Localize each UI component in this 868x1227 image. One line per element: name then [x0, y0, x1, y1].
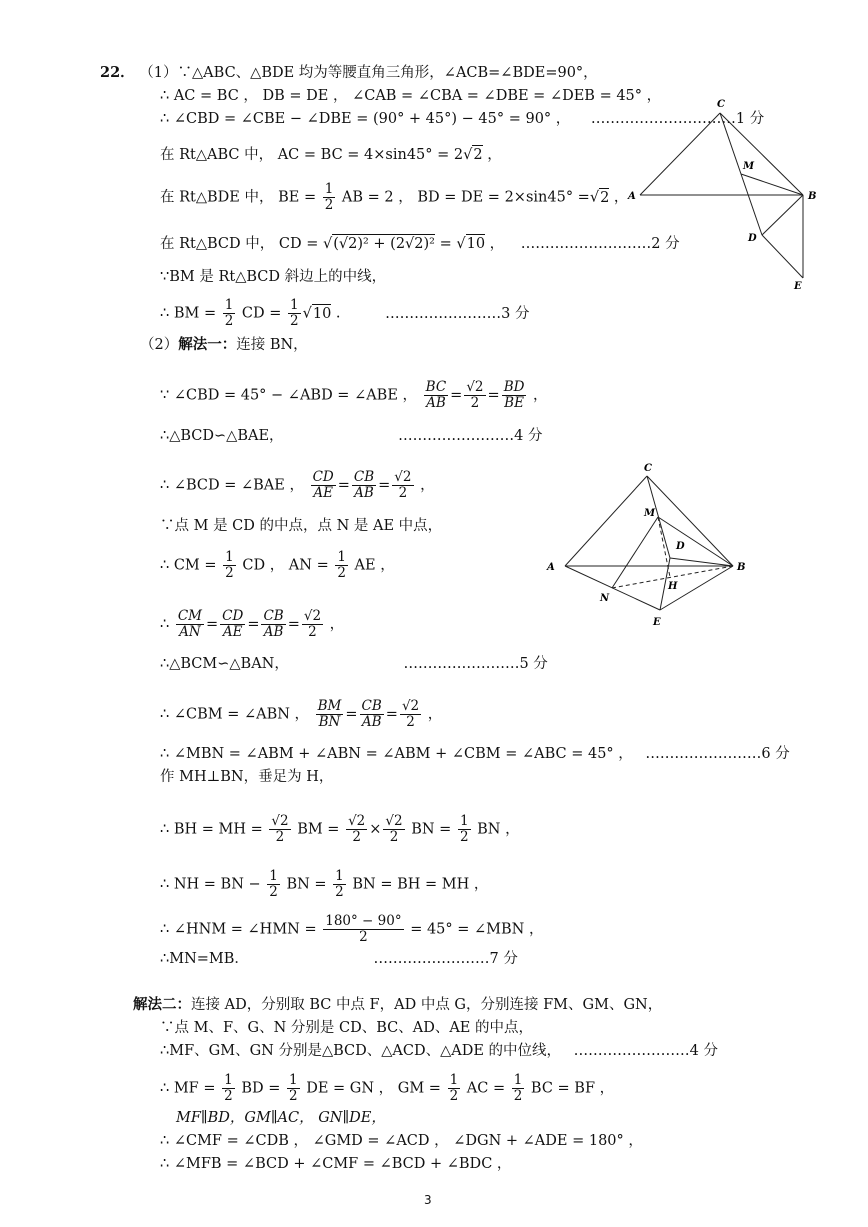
line-text: = 45° = ∠MBN ，: [410, 921, 544, 938]
score-mark: …………………………1 分: [590, 111, 765, 127]
line-17: ∴ ∠CBM = ∠ABN ， $\frac{BM}{BN}$ = $\frac{CB}{AB}$ = $\frac{√2}{2}$ ，: [160, 698, 443, 730]
score-mark: ……………………4 分: [573, 1043, 718, 1059]
sqrt-radicand: 2: [473, 147, 483, 163]
line-text: CD =: [241, 305, 282, 322]
line-text: BM =: [297, 821, 340, 838]
label-h: H: [668, 581, 678, 592]
label-a: A: [547, 562, 555, 573]
fraction: $\frac{CM}{AN}$: [177, 608, 202, 640]
figure-1-diagram: [620, 95, 820, 295]
fraction: $\frac{√2}{2}$: [348, 813, 366, 845]
sqrt-radicand: 10: [466, 236, 486, 252]
fraction: $\frac{√2}{2}$: [303, 608, 322, 640]
method-heading: 解法一：: [178, 336, 237, 353]
line-25: ∵点 M、F、G、N 分别是 CD、BC、AD、AE 的中点，: [160, 1020, 534, 1036]
label-c: C: [644, 463, 652, 474]
line-23: [160, 950, 518, 968]
line-text: ∴ NH = BN −: [160, 876, 261, 893]
line-text: CD ， AN =: [242, 557, 329, 574]
line-text: ∴ BH = MH =: [160, 821, 263, 838]
line-12: ∴ ∠BCD = ∠BAE ， $\frac{CD}{AE}$ = $\frac{CB}{AB}$ = $\frac{√2}{2}$ ，: [160, 469, 435, 501]
line-8: ∴ BM = $\frac{1}{2}$ CD = $\frac{1}{2}$ √10 . ……………………3 分: [160, 297, 530, 329]
fraction: $\frac{√2}{2}$: [401, 698, 420, 730]
line-5: 在 Rt△BDE 中， BE = $\frac{1}{2}$ AB = 2 ， BD = DE = 2×sin45° =√2 ，: [160, 181, 629, 213]
line-4: [160, 145, 502, 164]
line-text: ∴MF、GM、GN 分别是△BCD、△ACD、△ADE 的中位线，: [160, 1043, 562, 1059]
line-text: （1）∵△ABC、△BDE 均为等腰直角三角形，∠ACB=∠BDE=90°，: [139, 65, 598, 81]
sqrt-radicand: (√2)² + (2√2)²: [333, 236, 435, 252]
fraction: $\frac{1}{2}$: [324, 181, 334, 213]
label-n: N: [600, 593, 610, 604]
line-6: 在 Rt△BCD 中， CD = √(√2)² + (2√2)² = √10 ， ………………………2 分: [160, 236, 680, 252]
fraction: $\frac{√2}{2}$: [466, 379, 484, 411]
line-text: ，: [609, 189, 629, 206]
line-text: ∴ MF =: [160, 1080, 216, 1097]
fraction: $\frac{1}{2}$: [290, 297, 299, 329]
sqrt-radicand: 10: [312, 305, 332, 322]
line-text: BN ，: [477, 821, 520, 838]
line-text: =: [435, 236, 457, 252]
score-mark: ……………………5 分: [403, 656, 548, 672]
line-text: ∴ ∠BCD = ∠BAE ，: [160, 477, 304, 494]
line-text: ∴△BCD∽△BAE，: [160, 428, 284, 444]
label-c: C: [717, 99, 725, 110]
fraction: $\frac{1}{2}$: [224, 297, 234, 329]
line-text: ∴ ∠MBN = ∠ABM + ∠ABN = ∠ABM + ∠CBM = ∠ABC = 45° ，: [160, 746, 633, 762]
fraction: $\frac{CB}{AB}$: [361, 698, 382, 730]
line-text: AC =: [466, 1080, 506, 1097]
line-24: [133, 996, 662, 1014]
problem-number: 22．: [100, 64, 135, 81]
line-19: 作 MH⊥BN，垂足为 H，: [160, 769, 334, 785]
fraction: $\frac{√2}{2}$: [271, 813, 289, 845]
fraction: $\frac{1}{2}$: [288, 1072, 298, 1104]
label-m: M: [743, 161, 755, 172]
line-28: MF∥BD，GM∥AC， GN∥DE，: [176, 1110, 386, 1126]
sqrt-symbol: √: [463, 147, 473, 163]
fraction: $\frac{CB}{AB}$: [263, 608, 284, 640]
line-15: ∴ $\frac{CM}{AN}$ = $\frac{CD}{AE}$ = $\frac{CB}{AB}$ = $\frac{√2}{2}$ ，: [160, 608, 345, 640]
line-18: [160, 745, 790, 763]
line-text: DE = GN ， GM =: [306, 1080, 441, 1097]
fraction: $\frac{180^\circ - 90^\circ}{2}$: [325, 913, 402, 945]
fraction: $\frac{CD}{AE}$: [312, 469, 334, 501]
line-text: BC = BF ，: [530, 1080, 615, 1097]
label-m: M: [644, 508, 656, 519]
score-mark: ……………………7 分: [373, 951, 518, 967]
line-text: 在 Rt△ABC 中， AC = BC = 4×sin45° = 2: [160, 147, 464, 163]
figure-2-diagram: [540, 458, 755, 633]
label-d: D: [676, 541, 685, 552]
fraction: $\frac{1}{2}$: [449, 1072, 459, 1104]
score-mark: ……………………6 分: [645, 746, 790, 762]
line-26: [160, 1042, 718, 1060]
fraction: $\frac{1}{2}$: [335, 868, 344, 900]
line-14: [160, 550, 395, 581]
label-d: D: [748, 233, 757, 244]
line-2: ∴ AC = BC ， DB = DE ， ∠CAB = ∠CBA = ∠DBE = ∠DEB = 45° ，: [160, 88, 662, 104]
line-29: ∴ ∠CMF = ∠CDB ， ∠GMD = ∠ACD ， ∠DGN + ∠ADE = 180° ，: [160, 1133, 643, 1149]
fraction: $\frac{1}{2}$: [513, 1072, 523, 1104]
line-text: BN =: [411, 821, 452, 838]
fraction: $\frac{1}{2}$: [269, 868, 278, 900]
fraction: $\frac{BC}{AB}$: [425, 379, 447, 411]
line-text: ∴ ∠CBM = ∠ABN ，: [160, 706, 310, 723]
sqrt-radicand: 2: [600, 189, 610, 206]
line-text: 连接 AD，分别取 BC 中点 F，AD 中点 G，分别连接 FM、GM、GN，: [191, 997, 663, 1013]
line-text: ∴: [160, 616, 170, 633]
line-11: [160, 427, 543, 445]
line-text: BD =: [241, 1080, 281, 1097]
line-9: （2）解法一：连接 BN，: [140, 336, 308, 353]
line-text: ∴MN=MB．: [160, 951, 249, 967]
label-b: B: [737, 562, 746, 573]
line-21: [160, 869, 488, 900]
fraction: $\frac{1}{2}$: [224, 1072, 233, 1104]
line-27: [160, 1073, 614, 1104]
line-text: ∵ ∠CBD = 45° − ∠ABD = ∠ABE ，: [160, 387, 418, 404]
line-30: ∴ ∠MFB = ∠BCD + ∠CMF = ∠BCD + ∠BDC ，: [160, 1156, 512, 1172]
label-e: E: [653, 617, 661, 628]
line-text: ∴ ∠HNM = ∠HMN =: [160, 921, 317, 938]
fraction: $\frac{BM}{BN}$: [317, 698, 342, 730]
page-number: 3: [424, 1193, 432, 1207]
line-text: 在 Rt△BDE 中， BE =: [160, 189, 317, 206]
fraction: $\frac{CD}{AE}$: [222, 608, 244, 640]
score-mark: ……………………4 分: [398, 428, 543, 444]
fraction: $\frac{BD}{BE}$: [503, 379, 525, 411]
fraction: $\frac{1}{2}$: [225, 549, 234, 581]
method-heading: 解法二：: [133, 996, 191, 1013]
line-text: ，: [485, 236, 505, 252]
line-text: .: [331, 305, 341, 322]
label-b: B: [808, 191, 817, 202]
line-text: ∴ ∠CBD = ∠CBE − ∠DBE = (90° + 45°) − 45° = 90° ，: [160, 111, 571, 127]
line-text: ∴ CM =: [160, 557, 217, 574]
score-mark: ……………………3 分: [385, 305, 530, 322]
line-text: BN =: [286, 876, 327, 893]
score-mark: ………………………2 分: [520, 236, 680, 252]
line-20: ∴ BH = MH = $\frac{√2}{2}$ BM = $\frac{√2}{2}$ × $\frac{√2}{2}$ BN = $\frac{1}{2}$ BN ，: [160, 813, 520, 845]
fraction: $\frac{√2}{2}$: [394, 469, 412, 501]
line-7: ∵BM 是 Rt△BCD 斜边上的中线，: [160, 269, 387, 285]
fraction: $\frac{CB}{AB}$: [353, 469, 375, 501]
line-22: [160, 914, 543, 945]
line-text: AE ，: [354, 557, 395, 574]
line-text: ，: [482, 147, 502, 163]
line-16: [160, 655, 548, 673]
line-10: ∵ ∠CBD = 45° − ∠ABD = ∠ABE ， $\frac{BC}{AB}$ = $\frac{√2}{2}$ = $\frac{BD}{BE}$ ，: [160, 379, 548, 411]
line-text: BN = BH = MH ，: [352, 876, 489, 893]
line-13: ∵点 M 是 CD 的中点，点 N 是 AE 中点，: [160, 518, 443, 534]
fraction: $\frac{1}{2}$: [459, 813, 469, 845]
line-text: AB = 2 ， BD = DE = 2×sin45° =: [341, 189, 590, 206]
label-e: E: [794, 281, 802, 292]
line-text: ∴△BCM∽△BAN，: [160, 656, 289, 672]
line-text: ∴ BM =: [160, 305, 217, 322]
problem-header: [100, 64, 598, 82]
fraction: $\frac{1}{2}$: [337, 549, 346, 581]
label-a: A: [628, 191, 636, 202]
fraction: $\frac{√2}{2}$: [385, 813, 403, 845]
line-text: 在 Rt△BCD 中， CD =: [160, 236, 319, 252]
